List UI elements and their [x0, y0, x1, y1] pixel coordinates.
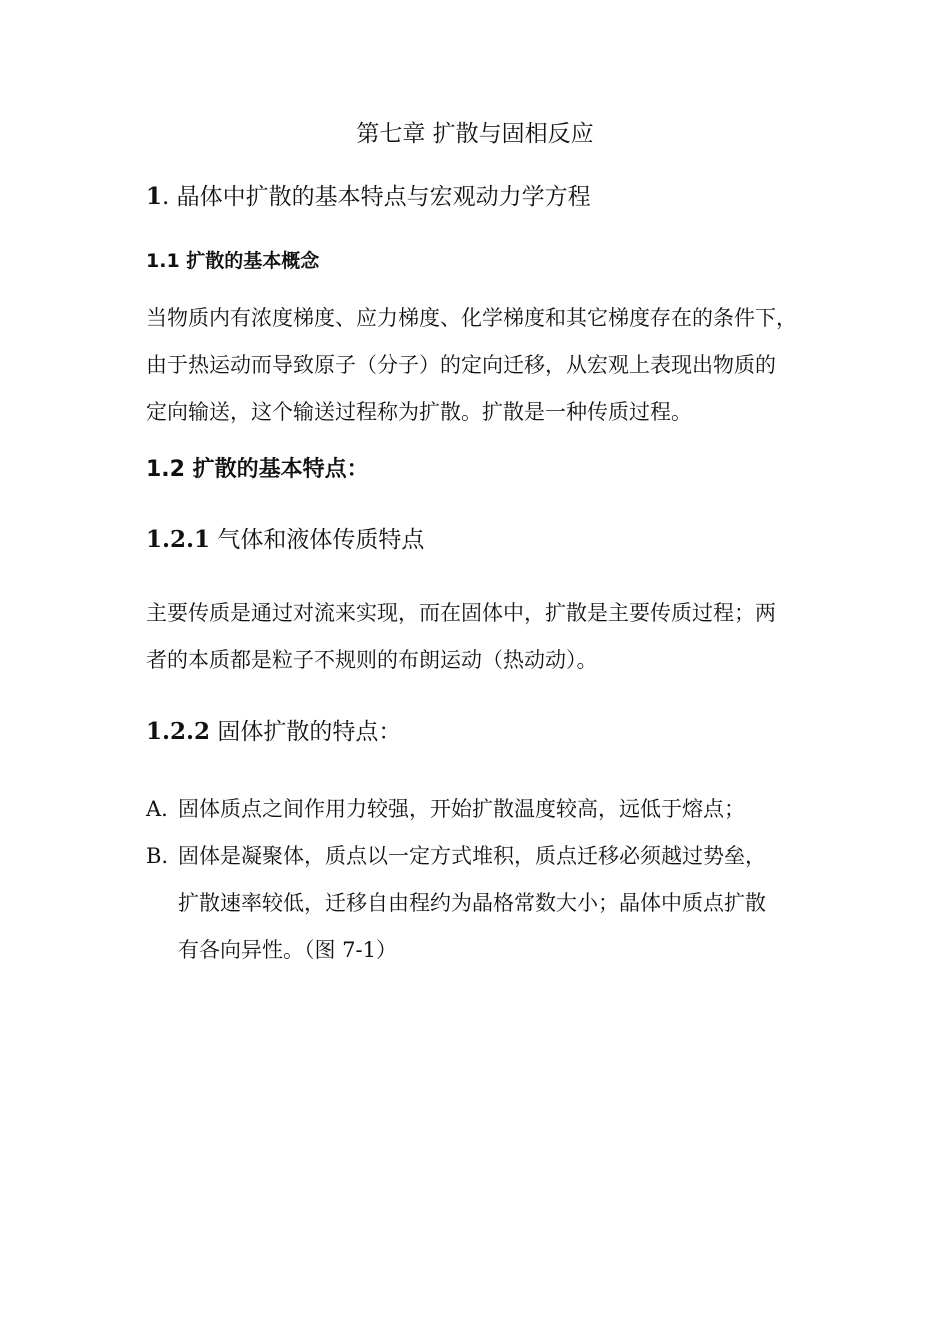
- paragraph-line: 由于热运动而导致原子（分子）的定向迁移，从宏观上表现出物质的: [146, 353, 776, 377]
- paragraph-line: 者的本质都是粒子不规则的布朗运动（热动动）。: [146, 648, 598, 672]
- list-item-line: 有各向异性。（图 7-1）: [178, 938, 397, 962]
- list-item-line: 扩散速率较低，迁移自由程约为晶格常数大小；晶体中质点扩散: [178, 891, 766, 915]
- section-1-2-2-heading: [146, 716, 401, 748]
- section-1-2-1-title: 气体和液体传质特点: [210, 527, 425, 553]
- section-1-2-2-title: 固体扩散的特点：: [210, 719, 402, 745]
- paragraph-line: 定向输送，这个输送过程称为扩散。扩散是一种传质过程。: [146, 400, 692, 424]
- section-1-2-1-number: 1.2.1: [146, 526, 211, 553]
- chapter-title: 第七章 扩散与固相反应: [356, 121, 594, 147]
- section-1-heading: [146, 182, 591, 212]
- list-item: [146, 786, 810, 833]
- paragraph-line: 当物质内有浓度梯度、应力梯度、化学梯度和其它梯度存在的条件下，: [146, 306, 797, 330]
- paragraph-line: 主要传质是通过对流来实现，而在固体中，扩散是主要传质过程；两: [146, 601, 776, 625]
- section-1-2-2-number: 1.2.2: [146, 718, 211, 745]
- list-item-line: 固体质点之间作用力较强，开始扩散温度较高，远低于熔点；: [178, 797, 745, 821]
- section-1-title: . 晶体中扩散的基本特点与宏观动力学方程: [162, 184, 591, 210]
- section-1-2-heading: 1.2 扩散的基本特点：: [146, 457, 369, 482]
- section-1-2-1-heading: [146, 524, 424, 556]
- section-1-2-1-paragraph: [146, 590, 810, 684]
- list-item-line: 固体是凝聚体，质点以一定方式堆积，质点迁移必须越过势垒，: [178, 844, 766, 868]
- solid-diffusion-feature-list: [146, 786, 810, 974]
- section-1-number: 1: [146, 183, 163, 210]
- list-marker: B.: [146, 844, 169, 868]
- section-1-1-heading: 1.1 扩散的基本概念: [146, 250, 320, 272]
- list-marker: A.: [146, 797, 168, 821]
- section-1-1-paragraph: [146, 295, 810, 436]
- list-item: [146, 833, 810, 974]
